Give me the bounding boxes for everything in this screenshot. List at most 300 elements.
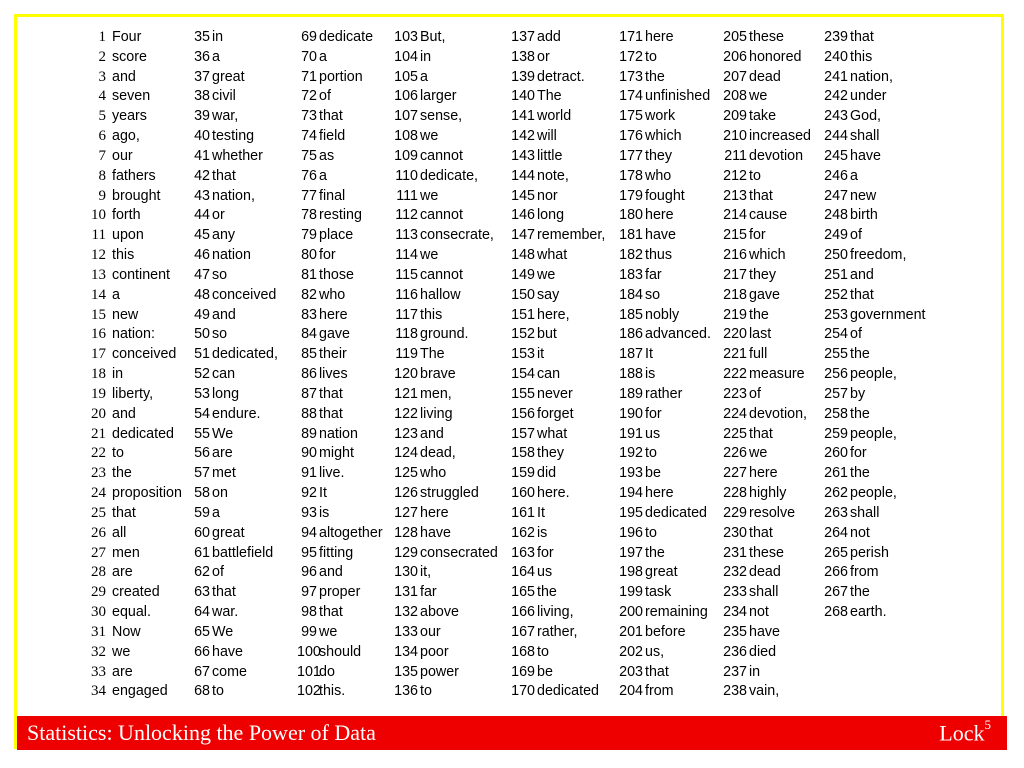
word-text: nobly <box>645 306 680 323</box>
word-index: 247 <box>824 187 848 204</box>
word-text: who <box>645 167 672 184</box>
word-index: 213 <box>723 187 747 204</box>
word-index: 44 <box>194 207 210 224</box>
footer-bar <box>17 716 1007 750</box>
word-index: 63 <box>194 584 210 601</box>
word-index: 111 <box>396 187 418 204</box>
word-text: take <box>749 108 777 125</box>
word-text: before <box>645 623 686 640</box>
word-index: 80 <box>301 247 317 264</box>
word-index: 9 <box>98 187 106 204</box>
word-index: 232 <box>723 564 747 581</box>
word-text: we <box>112 643 131 660</box>
word-text: fought <box>645 187 685 204</box>
word-index: 240 <box>824 48 848 65</box>
word-text: from <box>645 683 674 700</box>
word-text: dedicated <box>645 504 708 521</box>
word-index: 156 <box>511 405 535 422</box>
word-text: a <box>212 504 220 521</box>
word-text: endure. <box>212 405 261 422</box>
word-index: 251 <box>824 266 848 283</box>
word-grid <box>0 27 1024 707</box>
word-index: 171 <box>619 29 643 45</box>
word-text: that <box>319 385 343 402</box>
word-text: conceived <box>212 286 277 303</box>
word-index: 37 <box>194 68 210 85</box>
word-index: 108 <box>394 128 418 145</box>
word-text: work <box>645 108 676 125</box>
word-text: which <box>749 247 786 264</box>
word-index: 56 <box>194 445 210 462</box>
word-text: dedicated <box>112 425 175 442</box>
word-index: 33 <box>91 663 106 680</box>
word-text: great <box>212 524 245 541</box>
word-text: met <box>212 465 236 482</box>
word-index: 256 <box>824 366 848 383</box>
word-text: here <box>645 29 674 45</box>
word-index: 96 <box>301 564 317 581</box>
word-index: 214 <box>723 207 747 224</box>
word-index: 154 <box>511 366 535 383</box>
word-index: 254 <box>824 326 848 343</box>
word-index: 128 <box>394 524 418 541</box>
word-text: we <box>749 88 768 105</box>
word-text: say <box>537 286 560 303</box>
word-text: we <box>420 247 439 264</box>
word-index: 122 <box>394 405 418 422</box>
word-text: in <box>420 48 432 65</box>
word-text: increased <box>749 128 811 145</box>
word-index: 167 <box>511 623 535 640</box>
word-text: a <box>319 167 327 184</box>
word-text: the <box>850 465 870 482</box>
word-text: which <box>645 128 682 145</box>
word-text: who <box>319 286 346 303</box>
word-text: Now <box>112 623 141 640</box>
word-index: 55 <box>194 425 210 442</box>
word-text: forth <box>112 207 141 224</box>
word-text: that <box>212 584 236 601</box>
word-index: 189 <box>619 385 643 402</box>
word-text: brought <box>112 187 161 204</box>
word-index: 200 <box>619 604 643 621</box>
word-text: new <box>112 306 139 323</box>
word-text: advanced. <box>645 326 711 343</box>
word-text: The <box>420 346 445 363</box>
word-text: have <box>212 643 244 660</box>
word-text: resolve <box>749 504 796 521</box>
word-index: 148 <box>511 247 535 264</box>
word-text: conceived <box>112 346 177 363</box>
word-text: It <box>319 485 327 502</box>
word-index: 179 <box>619 187 643 204</box>
word-index: 257 <box>824 385 848 402</box>
word-index: 11 <box>91 227 106 244</box>
word-text: that <box>112 504 136 521</box>
word-index: 163 <box>511 544 535 561</box>
word-text: upon <box>112 227 144 244</box>
word-index: 181 <box>619 227 643 244</box>
word-index: 2 <box>98 48 106 65</box>
word-index: 100 <box>297 643 321 660</box>
word-text: for <box>319 247 336 264</box>
word-index: 1 <box>98 29 106 45</box>
word-text: under <box>850 88 887 105</box>
word-text: add <box>537 29 561 45</box>
word-text: it <box>537 346 545 363</box>
word-text: ground. <box>420 326 469 343</box>
word-text: is <box>645 366 656 383</box>
word-index: 178 <box>619 167 643 184</box>
word-text: consecrate, <box>420 227 494 244</box>
word-text: their <box>319 346 347 363</box>
word-text: world <box>537 108 572 125</box>
word-text: dedicate, <box>420 167 479 184</box>
word-index: 193 <box>619 465 643 482</box>
word-index: 249 <box>824 227 848 244</box>
word-text: measure <box>749 366 805 383</box>
word-index: 182 <box>619 247 643 264</box>
word-index: 47 <box>194 266 210 283</box>
word-text: people, <box>850 366 897 383</box>
word-index: 187 <box>619 346 643 363</box>
word-text: did <box>537 465 557 482</box>
word-index: 172 <box>619 48 643 65</box>
word-text: battlefield <box>212 544 274 561</box>
word-text: the <box>749 306 769 323</box>
word-index: 104 <box>394 48 418 65</box>
word-text: they <box>537 445 565 462</box>
word-text: that <box>645 663 669 680</box>
word-index: 197 <box>619 544 643 561</box>
word-text: dedicate <box>319 29 374 45</box>
word-index: 107 <box>394 108 418 125</box>
word-index: 46 <box>194 247 210 264</box>
word-text: proposition <box>112 485 182 502</box>
word-text: to <box>212 683 224 700</box>
word-index: 191 <box>619 425 643 442</box>
word-index: 97 <box>301 584 317 601</box>
word-index: 144 <box>511 167 535 184</box>
word-index: 177 <box>619 147 643 164</box>
word-index: 234 <box>723 604 747 621</box>
word-index: 142 <box>511 128 535 145</box>
word-index: 41 <box>194 147 210 164</box>
word-text: score <box>112 48 147 65</box>
word-text: living <box>420 405 453 422</box>
word-index: 235 <box>723 623 747 640</box>
word-index: 244 <box>824 128 848 145</box>
word-text: that <box>749 425 773 442</box>
word-index: 77 <box>301 187 317 204</box>
word-text: proper <box>319 584 361 601</box>
word-index: 49 <box>194 306 210 323</box>
word-text: that <box>319 108 343 125</box>
word-text: power <box>420 663 459 680</box>
word-index: 218 <box>723 286 747 303</box>
word-text: remaining <box>645 604 708 621</box>
word-index: 264 <box>824 524 848 541</box>
word-index: 32 <box>91 643 106 660</box>
word-index: 103 <box>394 29 418 45</box>
word-text: not <box>749 604 769 621</box>
word-index: 184 <box>619 286 643 303</box>
word-text: nation, <box>850 68 893 85</box>
word-index: 233 <box>723 584 747 601</box>
word-text: vain, <box>749 683 780 700</box>
word-text: that <box>749 187 773 204</box>
word-index: 88 <box>301 405 317 422</box>
word-index: 242 <box>824 88 848 105</box>
word-text: by <box>850 385 866 402</box>
word-text: for <box>749 227 766 244</box>
word-index: 53 <box>194 385 210 402</box>
word-text: a <box>420 68 428 85</box>
word-index: 204 <box>619 683 643 700</box>
word-index: 207 <box>723 68 747 85</box>
word-text: dedicated, <box>212 346 278 363</box>
word-text: far <box>645 266 662 283</box>
word-index: 227 <box>723 465 747 482</box>
word-text: have <box>850 147 882 164</box>
word-index: 159 <box>511 465 535 482</box>
word-text: last <box>749 326 772 343</box>
word-index: 188 <box>619 366 643 383</box>
word-text: the <box>537 584 557 601</box>
word-text: the <box>850 346 870 363</box>
word-text: to <box>749 167 761 184</box>
word-text: It <box>645 346 653 363</box>
word-index: 5 <box>98 108 106 125</box>
word-index: 248 <box>824 207 848 224</box>
word-text: nation <box>212 247 251 264</box>
word-text: all <box>112 524 127 541</box>
word-index: 131 <box>394 584 418 601</box>
word-index: 58 <box>194 485 210 502</box>
word-text: these <box>749 29 784 45</box>
word-text: this. <box>319 683 346 700</box>
word-text: resting <box>319 207 362 224</box>
word-text: us <box>537 564 553 581</box>
word-text: so <box>212 266 228 283</box>
word-text: government <box>850 306 926 323</box>
word-index: 25 <box>91 504 106 521</box>
word-index: 82 <box>301 286 317 303</box>
word-text: in <box>112 366 124 383</box>
word-index: 38 <box>194 88 210 105</box>
word-text: should <box>319 643 362 660</box>
word-index: 43 <box>194 187 210 204</box>
word-index: 10 <box>91 207 106 224</box>
word-text: dead, <box>420 445 456 462</box>
word-index: 160 <box>511 485 535 502</box>
word-text: but <box>537 326 557 343</box>
word-text: shall <box>850 128 880 145</box>
word-text: here <box>319 306 348 323</box>
word-text: dead <box>749 68 781 85</box>
word-index: 226 <box>723 445 747 462</box>
word-text: of <box>319 88 331 105</box>
word-index: 222 <box>723 366 747 383</box>
word-index: 223 <box>723 385 747 402</box>
word-index: 134 <box>394 643 418 660</box>
word-index: 24 <box>91 485 106 502</box>
word-text: long <box>212 385 240 402</box>
word-index: 185 <box>619 306 643 323</box>
word-index: 210 <box>723 128 747 145</box>
word-index: 123 <box>394 425 418 442</box>
word-index: 8 <box>98 167 106 184</box>
word-text: that <box>850 29 874 45</box>
word-text: Four <box>112 29 142 45</box>
word-text: it, <box>420 564 432 581</box>
word-index: 201 <box>619 623 643 640</box>
word-index: 74 <box>301 128 317 145</box>
word-index: 170 <box>511 683 535 700</box>
word-index: 116 <box>395 286 418 303</box>
word-index: 48 <box>194 286 210 303</box>
word-text: detract. <box>537 68 585 85</box>
word-index: 217 <box>723 266 747 283</box>
word-index: 14 <box>91 286 106 303</box>
word-index: 50 <box>194 326 210 343</box>
word-text: we <box>319 623 338 640</box>
word-index: 260 <box>824 445 848 462</box>
word-index: 92 <box>301 485 317 502</box>
word-text: that <box>319 604 343 621</box>
word-index: 23 <box>91 465 106 482</box>
word-text: a <box>212 48 220 65</box>
word-index: 42 <box>194 167 210 184</box>
word-index: 124 <box>394 445 418 462</box>
word-text: unfinished <box>645 88 711 105</box>
word-index: 83 <box>301 306 317 323</box>
word-index: 127 <box>394 504 418 521</box>
word-index: 12 <box>91 247 106 264</box>
word-text: nation: <box>112 326 155 343</box>
word-index: 102 <box>297 683 321 700</box>
word-text: But, <box>420 29 446 45</box>
word-index: 4 <box>98 88 106 105</box>
word-text: consecrated <box>420 544 498 561</box>
word-index: 141 <box>511 108 535 125</box>
word-text: dedicated <box>537 683 600 700</box>
word-index: 196 <box>619 524 643 541</box>
word-text: what <box>537 425 568 442</box>
word-text: so <box>212 326 228 343</box>
word-text: that <box>212 167 236 184</box>
word-text: sense, <box>420 108 463 125</box>
word-text: us, <box>645 643 665 660</box>
word-index: 143 <box>511 147 535 164</box>
word-index: 67 <box>194 663 210 680</box>
word-index: 115 <box>395 266 418 283</box>
footer-author <box>939 717 991 746</box>
word-index: 169 <box>511 663 535 680</box>
word-index: 203 <box>619 663 643 680</box>
word-text: for <box>645 405 662 422</box>
word-text: God, <box>850 108 881 125</box>
word-text: is <box>319 504 330 521</box>
word-index: 76 <box>301 167 317 184</box>
word-index: 52 <box>194 366 210 383</box>
word-text: these <box>749 544 784 561</box>
word-text: far <box>420 584 437 601</box>
word-index: 137 <box>511 29 535 45</box>
word-text: equal. <box>112 604 151 621</box>
word-index: 176 <box>619 128 643 145</box>
word-index: 68 <box>194 683 210 700</box>
word-index: 110 <box>395 167 418 184</box>
word-text: are <box>112 564 133 581</box>
word-index: 71 <box>301 68 317 85</box>
word-text: engaged <box>112 683 168 700</box>
word-index: 216 <box>723 247 747 264</box>
word-text: perish <box>850 544 889 561</box>
word-index: 98 <box>301 604 317 621</box>
word-text: died <box>749 643 777 660</box>
word-index: 259 <box>824 425 848 442</box>
word-text: here. <box>537 485 570 502</box>
word-text: or <box>537 48 550 65</box>
word-text: have <box>645 227 677 244</box>
word-text: to <box>645 524 657 541</box>
word-index: 72 <box>301 88 317 105</box>
word-index: 135 <box>394 663 418 680</box>
word-index: 236 <box>723 643 747 660</box>
word-text: rather, <box>537 623 578 640</box>
word-text: have <box>420 524 452 541</box>
word-text: us <box>645 425 661 442</box>
word-index: 161 <box>511 504 535 521</box>
word-text: little <box>537 147 563 164</box>
word-text: that <box>850 286 874 303</box>
word-text: We <box>212 623 234 640</box>
word-index: 27 <box>91 544 106 561</box>
word-text: highly <box>749 485 787 502</box>
word-index: 91 <box>301 465 317 482</box>
word-text: a <box>319 48 327 65</box>
word-text: will <box>537 128 557 145</box>
word-text: lives <box>319 366 348 383</box>
word-index: 94 <box>301 524 317 541</box>
word-index: 255 <box>824 346 848 363</box>
word-text: birth <box>850 207 878 224</box>
word-index: 17 <box>91 346 106 363</box>
word-index: 238 <box>723 683 747 700</box>
word-index: 164 <box>511 564 535 581</box>
word-index: 132 <box>394 604 418 621</box>
word-index: 34 <box>91 683 106 700</box>
word-index: 120 <box>394 366 418 383</box>
word-index: 13 <box>91 266 106 283</box>
word-index: 211 <box>724 147 747 164</box>
word-text: shall <box>850 504 880 521</box>
word-index: 62 <box>194 564 210 581</box>
word-index: 99 <box>301 623 317 640</box>
word-index: 21 <box>91 425 106 442</box>
word-index: 6 <box>98 128 106 145</box>
word-index: 73 <box>301 108 317 125</box>
word-text: men, <box>420 385 452 402</box>
word-text: field <box>319 128 346 145</box>
word-text: forget <box>537 405 574 422</box>
word-text: nor <box>537 187 558 204</box>
word-index: 162 <box>511 524 535 541</box>
word-index: 151 <box>511 306 535 323</box>
word-index: 186 <box>619 326 643 343</box>
word-text: from <box>850 564 879 581</box>
